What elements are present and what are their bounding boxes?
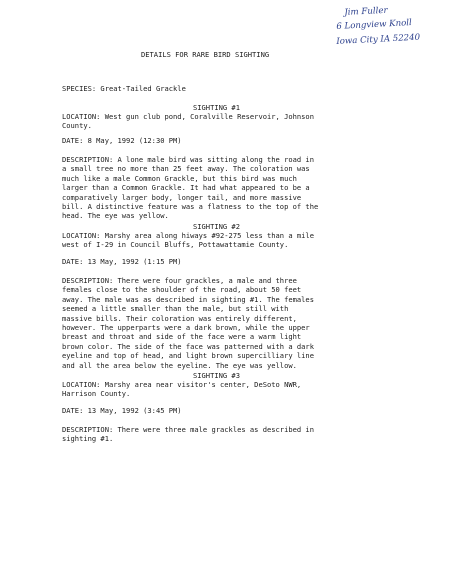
sighting-3-description [62, 425, 314, 444]
text-line: DESCRIPTION: There were three male grackles as described in [62, 425, 314, 434]
species-line: SPECIES: Great-Tailed Grackle [62, 84, 186, 93]
text-line: LOCATION: Marshy area along hiways #92-275 less than a mile [62, 231, 314, 240]
text-line: eyeline and top of head, and light brown supercilliary line [62, 351, 314, 361]
text-line: County. [62, 121, 92, 131]
handwritten-city: Iowa City IA 52240 [336, 32, 421, 47]
sighting-2-heading: SIGHTING #2 [193, 222, 240, 231]
sighting-1-location [62, 112, 314, 131]
text-line: and all the area below the eyeline. The eye was yellow. [62, 360, 297, 370]
text-line: LOCATION: Marshy area near visitor's center, DeSoto NWR, [62, 380, 302, 389]
sighting-3-date: DATE: 13 May, 1992 (3:45 PM) [62, 406, 182, 415]
text-line: head. The eye was yellow. [62, 211, 169, 221]
text-line: however. The upperparts were a dark brown, while the upper [62, 323, 310, 333]
handwritten-name: Jim Fuller [344, 5, 388, 18]
document-title: DETAILS FOR RARE BIRD SIGHTING [141, 50, 270, 59]
text-line: LOCATION: West gun club pond, Coralville Reservoir, Johnson [62, 112, 314, 121]
sighting-1-date: DATE: 8 May, 1992 (12:30 PM) [62, 136, 182, 145]
text-line: much like a male Common Grackle, but this bird was much [62, 173, 297, 183]
text-line: seemed a little smaller than the male, but still with [62, 304, 289, 314]
text-line: bill. A distinctive feature was a flatness to the top of the [62, 202, 319, 212]
text-line: larger than a Common Grackle. It had what appeared to be a [62, 183, 310, 193]
text-line: Harrison County. [62, 389, 131, 399]
text-line: brown color. The side of the face was patterned with a dark [62, 341, 314, 351]
text-line: breast and throat and side of the face were a warm light [62, 332, 302, 342]
sighting-2-description [62, 276, 314, 370]
sighting-1-heading: SIGHTING #1 [193, 103, 240, 112]
text-line: west of I-29 in Council Bluffs, Pottawattamie County. [62, 240, 289, 250]
text-line: massive bills. Their coloration was entirely different, [62, 313, 297, 323]
sighting-1-description [62, 155, 318, 221]
text-line: sighting #1. [62, 434, 114, 444]
handwritten-street: 6 Longview Knoll [336, 18, 413, 32]
text-line: comparatively larger body, longer tail, and more massive [62, 192, 302, 202]
text-line: females close to the shoulder of the road, about 50 feet [62, 285, 302, 295]
text-line: DESCRIPTION: There were four grackles, a male and three [62, 276, 297, 285]
sighting-3-location [62, 380, 301, 399]
text-line: a small tree no more than 25 feet away. The coloration was [62, 164, 310, 174]
sighting-2-location [62, 231, 314, 250]
text-line: away. The male was as described in sighting #1. The females [62, 294, 314, 304]
text-line: DESCRIPTION: A lone male bird was sitting along the road in [62, 155, 314, 164]
sighting-2-date: DATE: 13 May, 1992 (1:15 PM) [62, 257, 182, 266]
sighting-3-heading: SIGHTING #3 [193, 371, 240, 380]
